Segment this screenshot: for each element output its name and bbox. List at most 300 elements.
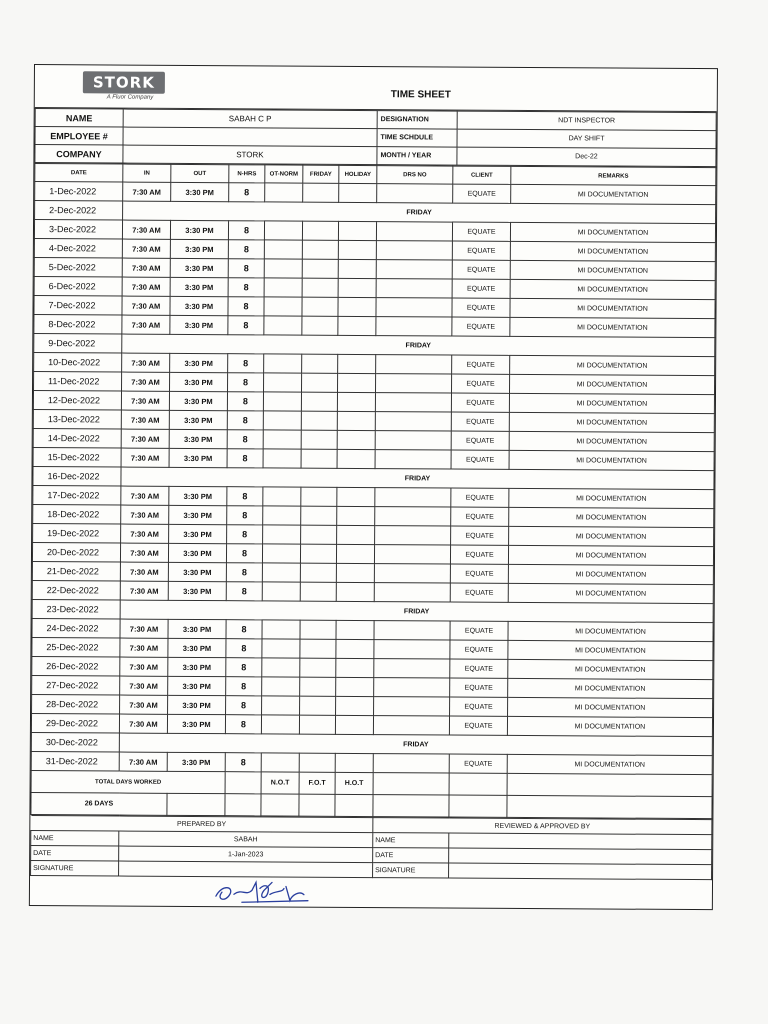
row-client: EQUATE	[449, 754, 507, 773]
row-date: 31-Dec-2022	[31, 751, 119, 771]
row-out-time: 3:30 PM	[169, 448, 227, 467]
row-date: 30-Dec-2022	[31, 732, 119, 752]
row-out-time: 3:30 PM	[168, 581, 226, 600]
row-date: 27-Dec-2022	[32, 675, 120, 695]
friday-marker: FRIDAY	[119, 733, 712, 756]
row-remarks: MI DOCUMENTATION	[507, 716, 712, 736]
designation-value: NDT INSPECTOR	[457, 111, 716, 131]
days-blank	[167, 793, 225, 815]
row-friday	[301, 506, 337, 525]
row-in-time: 7:30 AM	[120, 562, 168, 581]
row-drs-no	[376, 317, 452, 336]
logo-tagline: A Fluor Company	[106, 94, 154, 101]
friday-marker: FRIDAY	[121, 467, 714, 490]
row-remarks: MI DOCUMENTATION	[509, 374, 714, 394]
row-remarks: MI DOCUMENTATION	[507, 754, 712, 774]
row-drs-no	[373, 754, 449, 773]
row-ot-norm	[262, 620, 300, 639]
prepared-name-label: NAME	[31, 830, 119, 846]
row-drs-no	[374, 640, 450, 659]
row-drs-no	[375, 431, 451, 450]
row-remarks: MI DOCUMENTATION	[509, 393, 714, 413]
row-ot-norm	[262, 544, 300, 563]
month-value: Dec-22	[457, 147, 716, 167]
friday-marker: FRIDAY	[120, 600, 713, 623]
col-friday: FRIDAY	[303, 165, 339, 183]
row-date: 21-Dec-2022	[32, 561, 120, 581]
row-drs-no	[374, 545, 450, 564]
row-in-time: 7:30 AM	[122, 258, 170, 277]
row-out-time: 3:30 PM	[170, 315, 228, 334]
row-out-time: 3:30 PM	[171, 182, 229, 201]
row-in-time: 7:30 AM	[121, 448, 169, 467]
row-out-time: 3:30 PM	[169, 391, 227, 410]
row-remarks: MI DOCUMENTATION	[510, 317, 715, 337]
row-remarks: MI DOCUMENTATION	[510, 241, 715, 261]
row-hours: 8	[226, 582, 262, 601]
row-hours: 8	[227, 392, 263, 411]
row-drs-no	[375, 526, 451, 545]
row-date: 29-Dec-2022	[31, 713, 119, 733]
days-blank	[225, 794, 261, 816]
row-holiday	[336, 658, 374, 677]
name-label: NAME	[35, 109, 123, 128]
row-in-time: 7:30 AM	[121, 429, 169, 448]
row-client: EQUATE	[450, 659, 508, 678]
row-holiday	[338, 278, 376, 297]
row-date: 11-Dec-2022	[34, 372, 122, 392]
row-ot-norm	[262, 658, 300, 677]
row-friday	[300, 563, 336, 582]
row-client: EQUATE	[452, 260, 510, 279]
row-friday	[301, 487, 337, 506]
row-hours: 8	[226, 696, 262, 715]
col-out: OUT	[171, 164, 229, 182]
row-date: 19-Dec-2022	[33, 524, 121, 544]
employee-name: SABAH C P	[123, 109, 377, 129]
row-friday	[300, 658, 336, 677]
totals-blank	[373, 773, 449, 795]
col-remarks: REMARKS	[511, 166, 716, 185]
row-out-time: 3:30 PM	[170, 220, 228, 239]
col-holiday: HOLIDAY	[339, 165, 377, 183]
row-in-time: 7:30 AM	[119, 752, 167, 771]
row-date: 16-Dec-2022	[33, 467, 121, 487]
row-date: 28-Dec-2022	[32, 694, 120, 714]
row-drs-no	[375, 450, 451, 469]
row-date: 2-Dec-2022	[35, 201, 123, 221]
row-date: 8-Dec-2022	[34, 315, 122, 335]
row-friday	[301, 525, 337, 544]
row-client: EQUATE	[449, 716, 507, 735]
row-ot-norm	[262, 677, 300, 696]
row-in-time: 7:30 AM	[121, 486, 169, 505]
row-in-time: 7:30 AM	[122, 372, 170, 391]
row-ot-norm	[263, 525, 301, 544]
row-hours: 8	[227, 487, 263, 506]
row-date: 24-Dec-2022	[32, 618, 120, 638]
row-holiday	[336, 696, 374, 715]
col-client: CLIENT	[453, 166, 511, 184]
row-ot-norm	[264, 297, 302, 316]
row-drs-no	[376, 298, 452, 317]
row-hours: 8	[225, 753, 261, 772]
row-remarks: MI DOCUMENTATION	[508, 640, 713, 660]
row-drs-no	[374, 621, 450, 640]
row-out-time: 3:30 PM	[169, 486, 227, 505]
row-client: EQUATE	[452, 355, 510, 374]
row-in-time: 7:30 AM	[122, 296, 170, 315]
row-out-time: 3:30 PM	[170, 296, 228, 315]
row-client: EQUATE	[451, 450, 509, 469]
row-holiday	[336, 563, 374, 582]
company-label: COMPANY	[35, 145, 123, 164]
row-in-time: 7:30 AM	[119, 714, 167, 733]
row-remarks: MI DOCUMENTATION	[510, 298, 715, 318]
row-drs-no	[375, 374, 451, 393]
row-drs-no	[373, 716, 449, 735]
row-holiday	[338, 259, 376, 278]
row-friday	[300, 582, 336, 601]
row-holiday	[337, 449, 375, 468]
company-logo: STORK	[83, 71, 165, 94]
row-hours: 8	[225, 715, 261, 734]
row-holiday	[337, 411, 375, 430]
row-remarks: MI DOCUMENTATION	[508, 678, 713, 698]
row-friday	[300, 544, 336, 563]
row-drs-no	[374, 678, 450, 697]
row-ot-norm	[262, 582, 300, 601]
attendance-table	[30, 163, 716, 819]
handwritten-signature	[212, 876, 322, 907]
row-ot-norm	[265, 183, 303, 202]
row-client: EQUATE	[450, 640, 508, 659]
row-out-time: 3:30 PM	[169, 429, 227, 448]
row-out-time: 3:30 PM	[170, 239, 228, 258]
row-holiday	[336, 582, 374, 601]
days-blank	[335, 794, 373, 816]
row-friday	[302, 240, 338, 259]
row-ot-norm	[262, 639, 300, 658]
row-drs-no	[377, 184, 453, 203]
hot-label: H.O.T	[335, 772, 373, 794]
row-holiday	[336, 677, 374, 696]
row-in-time: 7:30 AM	[120, 638, 168, 657]
row-in-time: 7:30 AM	[123, 182, 171, 201]
row-remarks: MI DOCUMENTATION	[508, 564, 713, 584]
row-holiday	[338, 316, 376, 335]
row-hours: 8	[228, 316, 264, 335]
row-hours: 8	[228, 221, 264, 240]
row-hours: 8	[227, 506, 263, 525]
row-date: 26-Dec-2022	[32, 656, 120, 676]
row-friday	[300, 677, 336, 696]
row-in-time: 7:30 AM	[120, 581, 168, 600]
row-client: EQUATE	[450, 564, 508, 583]
row-in-time: 7:30 AM	[122, 277, 170, 296]
prepared-date-label: DATE	[31, 845, 119, 861]
row-remarks: MI DOCUMENTATION	[509, 450, 714, 470]
row-out-time: 3:30 PM	[168, 657, 226, 676]
row-out-time: 3:30 PM	[169, 410, 227, 429]
row-ot-norm	[264, 354, 302, 373]
row-client: EQUATE	[452, 222, 510, 241]
row-in-time: 7:30 AM	[122, 315, 170, 334]
reviewed-signature	[449, 863, 712, 880]
row-client: EQUATE	[451, 526, 509, 545]
row-holiday	[338, 354, 376, 373]
employee-no	[123, 127, 377, 147]
row-out-time: 3:30 PM	[170, 353, 228, 372]
col-date: DATE	[35, 164, 123, 183]
row-client: EQUATE	[450, 678, 508, 697]
approval-section	[30, 815, 712, 880]
row-remarks: MI DOCUMENTATION	[510, 279, 715, 299]
row-in-time: 7:30 AM	[122, 239, 170, 258]
row-holiday	[337, 525, 375, 544]
row-date: 12-Dec-2022	[33, 391, 121, 411]
row-ot-norm	[261, 753, 299, 772]
row-friday	[302, 354, 338, 373]
row-remarks: MI DOCUMENTATION	[508, 659, 713, 679]
row-in-time: 7:30 AM	[120, 619, 168, 638]
row-holiday	[335, 715, 373, 734]
row-date: 25-Dec-2022	[32, 637, 120, 657]
row-in-time: 7:30 AM	[122, 353, 170, 372]
row-ot-norm	[264, 278, 302, 297]
row-hours: 8	[226, 639, 262, 658]
reviewed-name	[449, 833, 712, 850]
row-holiday	[338, 240, 376, 259]
reviewed-name-label: NAME	[373, 833, 449, 848]
row-date: 22-Dec-2022	[32, 580, 120, 600]
row-holiday	[336, 544, 374, 563]
row-out-time: 3:30 PM	[170, 372, 228, 391]
row-client: EQUATE	[451, 412, 509, 431]
row-drs-no	[376, 260, 452, 279]
row-drs-no	[375, 393, 451, 412]
friday-marker: FRIDAY	[123, 201, 716, 224]
row-holiday	[336, 639, 374, 658]
days-blank	[261, 794, 299, 816]
row-ot-norm	[264, 373, 302, 392]
row-in-time: 7:30 AM	[121, 524, 169, 543]
row-remarks: MI DOCUMENTATION	[509, 488, 714, 508]
col-in: IN	[123, 164, 171, 182]
row-holiday	[338, 221, 376, 240]
reviewed-date	[449, 848, 712, 865]
row-friday	[299, 753, 335, 772]
row-out-time: 3:30 PM	[169, 524, 227, 543]
prepared-signature	[119, 861, 373, 878]
days-blank	[373, 795, 449, 817]
row-ot-norm	[263, 411, 301, 430]
row-date: 9-Dec-2022	[34, 334, 122, 354]
row-remarks: MI DOCUMENTATION	[510, 260, 715, 280]
row-out-time: 3:30 PM	[168, 695, 226, 714]
row-out-time: 3:30 PM	[168, 619, 226, 638]
employee-no-label: EMPLOYEE #	[35, 127, 123, 146]
prepared-by-header: PREPARED BY	[31, 815, 373, 832]
row-remarks: MI DOCUMENTATION	[510, 222, 715, 242]
row-hours: 8	[228, 354, 264, 373]
row-date: 17-Dec-2022	[33, 486, 121, 506]
row-in-time: 7:30 AM	[121, 391, 169, 410]
total-days-label: TOTAL DAYS WORKED	[31, 770, 225, 793]
row-remarks: MI DOCUMENTATION	[509, 431, 714, 451]
totals-blank	[225, 772, 261, 794]
row-ot-norm	[263, 449, 301, 468]
row-hours: 8	[228, 259, 264, 278]
row-friday	[300, 696, 336, 715]
reviewed-signature-label: SIGNATURE	[373, 863, 449, 878]
row-ot-norm	[264, 316, 302, 335]
row-hours: 8	[226, 658, 262, 677]
row-drs-no	[374, 564, 450, 583]
row-out-time: 3:30 PM	[170, 277, 228, 296]
col-ot-norm: OT-NORM	[265, 165, 303, 183]
row-friday	[300, 620, 336, 639]
row-client: EQUATE	[452, 298, 510, 317]
row-hours: 8	[228, 278, 264, 297]
row-date: 14-Dec-2022	[33, 429, 121, 449]
row-date: 5-Dec-2022	[34, 258, 122, 278]
month-label: MONTH / YEAR	[377, 147, 457, 165]
row-friday	[301, 449, 337, 468]
row-friday	[301, 411, 337, 430]
reviewed-by-header: REVIEWED & APPROVED BY	[373, 818, 712, 835]
row-date: 4-Dec-2022	[34, 239, 122, 259]
row-friday	[302, 297, 338, 316]
not-label: N.O.T	[261, 772, 299, 794]
row-friday	[302, 221, 338, 240]
row-remarks: MI DOCUMENTATION	[508, 545, 713, 565]
row-date: 23-Dec-2022	[32, 599, 120, 619]
row-date: 3-Dec-2022	[34, 220, 122, 240]
row-holiday	[337, 506, 375, 525]
row-drs-no	[374, 583, 450, 602]
totals-blank	[507, 773, 712, 796]
prepared-date: 1-Jan-2023	[119, 846, 373, 863]
row-holiday	[339, 183, 377, 202]
row-friday	[302, 373, 338, 392]
col-drs-no: DRS NO	[377, 166, 453, 184]
reviewed-date-label: DATE	[373, 848, 449, 863]
row-client: EQUATE	[452, 279, 510, 298]
row-hours: 8	[228, 240, 264, 259]
row-friday	[302, 259, 338, 278]
row-hours: 8	[228, 297, 264, 316]
row-date: 15-Dec-2022	[33, 448, 121, 468]
friday-marker: FRIDAY	[122, 334, 715, 357]
row-out-time: 3:30 PM	[167, 714, 225, 733]
row-drs-no	[374, 659, 450, 678]
days-blank	[299, 794, 335, 816]
timesheet	[29, 64, 718, 910]
row-client: EQUATE	[452, 241, 510, 260]
row-client: EQUATE	[452, 317, 510, 336]
row-friday	[303, 183, 339, 202]
row-holiday	[335, 753, 373, 772]
row-in-time: 7:30 AM	[121, 410, 169, 429]
row-date: 1-Dec-2022	[35, 182, 123, 202]
row-in-time: 7:30 AM	[120, 676, 168, 695]
row-holiday	[337, 487, 375, 506]
row-client: EQUATE	[453, 184, 511, 203]
row-friday	[299, 715, 335, 734]
row-date: 6-Dec-2022	[34, 277, 122, 297]
schedule-label: TIME SCHDULE	[377, 129, 457, 147]
row-client: EQUATE	[451, 374, 509, 393]
row-ot-norm	[263, 392, 301, 411]
prepared-name: SABAH	[119, 831, 373, 848]
row-hours: 8	[226, 544, 262, 563]
row-holiday	[337, 430, 375, 449]
row-drs-no	[376, 241, 452, 260]
row-hours: 8	[227, 430, 263, 449]
row-out-time: 3:30 PM	[168, 676, 226, 695]
prepared-signature-label: SIGNATURE	[31, 860, 119, 876]
row-hours: 8	[227, 525, 263, 544]
row-out-time: 3:30 PM	[168, 543, 226, 562]
row-friday	[302, 278, 338, 297]
row-holiday	[337, 373, 375, 392]
employee-info	[34, 108, 716, 167]
row-friday	[301, 430, 337, 449]
row-hours: 8	[226, 563, 262, 582]
row-remarks: MI DOCUMENTATION	[508, 697, 713, 717]
row-drs-no	[374, 697, 450, 716]
row-friday	[301, 392, 337, 411]
row-remarks: MI DOCUMENTATION	[511, 184, 716, 204]
row-drs-no	[375, 488, 451, 507]
row-remarks: MI DOCUMENTATION	[508, 583, 713, 603]
row-client: EQUATE	[450, 621, 508, 640]
row-date: 13-Dec-2022	[33, 410, 121, 430]
totals-blank	[449, 773, 507, 795]
row-out-time: 3:30 PM	[169, 505, 227, 524]
row-ot-norm	[263, 487, 301, 506]
row-date: 7-Dec-2022	[34, 296, 122, 316]
row-out-time: 3:30 PM	[168, 562, 226, 581]
row-out-time: 3:30 PM	[167, 752, 225, 771]
row-client: EQUATE	[451, 431, 509, 450]
row-drs-no	[375, 412, 451, 431]
row-holiday	[338, 297, 376, 316]
row-holiday	[336, 620, 374, 639]
row-friday	[300, 639, 336, 658]
row-in-time: 7:30 AM	[121, 505, 169, 524]
row-client: EQUATE	[450, 545, 508, 564]
row-out-time: 3:30 PM	[170, 258, 228, 277]
row-date: 20-Dec-2022	[32, 543, 120, 563]
sheet-header	[35, 65, 717, 112]
schedule-value: DAY SHIFT	[457, 129, 716, 149]
row-hours: 8	[226, 620, 262, 639]
row-ot-norm	[261, 715, 299, 734]
row-date: 10-Dec-2022	[34, 353, 122, 373]
row-client: EQUATE	[451, 488, 509, 507]
row-in-time: 7:30 AM	[120, 543, 168, 562]
row-ot-norm	[263, 506, 301, 525]
row-out-time: 3:30 PM	[168, 638, 226, 657]
row-ot-norm	[262, 696, 300, 715]
days-blank	[449, 795, 507, 817]
col-n-hrs: N-HRS	[229, 165, 265, 183]
row-ot-norm	[264, 259, 302, 278]
row-in-time: 7:30 AM	[120, 657, 168, 676]
row-friday	[302, 316, 338, 335]
